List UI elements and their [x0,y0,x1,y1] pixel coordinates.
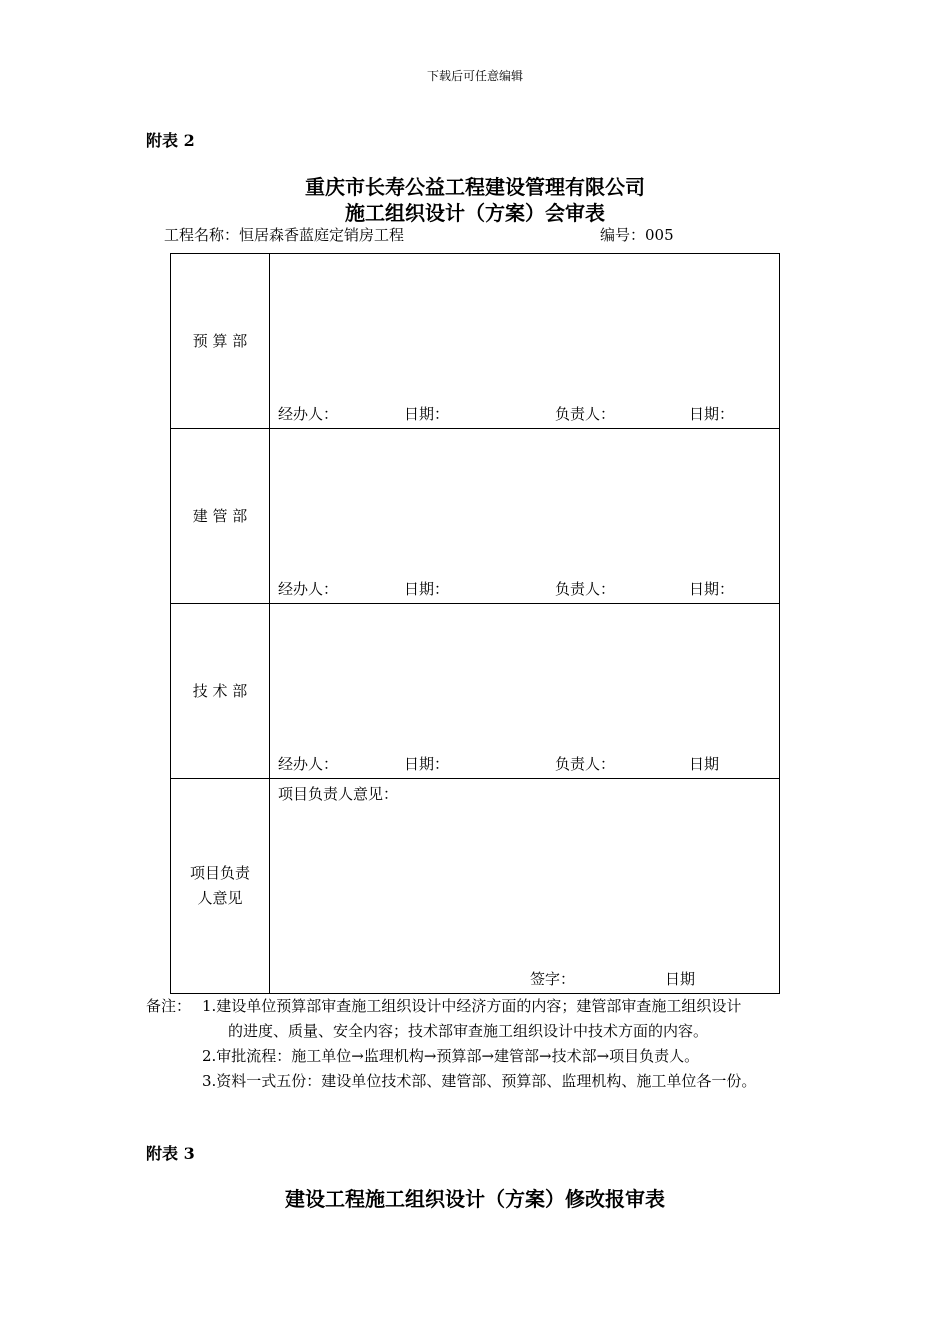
appendix-3-label: 附表 3 [146,1144,195,1163]
dept-cell: 建 管 部 [171,429,270,604]
modification-form-title: 建设工程施工组织设计（方案）修改报审表 [285,1187,665,1211]
date-label: 日期： [404,405,450,423]
leader-label: 负责人： [555,405,616,423]
content-cell[interactable] [270,254,780,429]
leader-label: 负责人： [555,580,616,598]
table-row-budget [171,254,780,429]
note-line: 3.资料一式五份：建设单位技术部、建管部、预算部、监理机构、施工单位各一份。 [202,1072,757,1090]
leader-label: 负责人： [555,755,616,773]
dept-cell: 预 算 部 [171,254,270,429]
table-row-construction [171,429,780,604]
table-row-project-leader [171,779,780,994]
date-label: 日期： [689,405,735,423]
company-title: 重庆市长寿公益工程建设管理有限公司 [305,175,645,199]
table-row-technical [171,604,780,779]
note-line: 2.审批流程：施工单位→监理机构→预算部→建管部→技术部→项目负责人。 [202,1047,700,1065]
content-cell[interactable] [270,779,780,994]
form-number: 编号：005 [600,226,674,244]
appendix-2-label: 附表 2 [146,131,195,150]
project-name: 工程名称：恒居森香蓝庭定销房工程 [164,226,405,244]
sign-label: 签字： [530,970,576,988]
dept-line: 项目负责 [189,864,250,882]
date-label: 日期： [404,580,450,598]
dept-cell: 技 术 部 [171,604,270,779]
date-label: 日期 [665,970,696,988]
date-label: 日期： [404,755,450,773]
content-cell[interactable] [270,429,780,604]
opinion-label: 项目负责人意见： [278,785,399,803]
handler-label: 经办人： [278,580,339,598]
handler-label: 经办人： [278,405,339,423]
content-cell[interactable] [270,604,780,779]
note-line: 1.建设单位预算部审查施工组织设计中经济方面的内容；建管部审查施工组织设计 [202,997,742,1015]
dept-cell [171,779,270,994]
date-label: 日期： [689,580,735,598]
handler-label: 经办人： [278,755,339,773]
notes-label: 备注： [146,997,192,1015]
form-title: 施工组织设计（方案）会审表 [345,201,605,225]
date-label: 日期 [689,755,720,773]
review-table [170,253,780,994]
dept-line: 人意见 [197,889,243,907]
note-line: 的进度、质量、安全内容；技术部审查施工组织设计中技术方面的内容。 [228,1022,709,1040]
header-note: 下载后可任意编辑 [426,69,523,83]
